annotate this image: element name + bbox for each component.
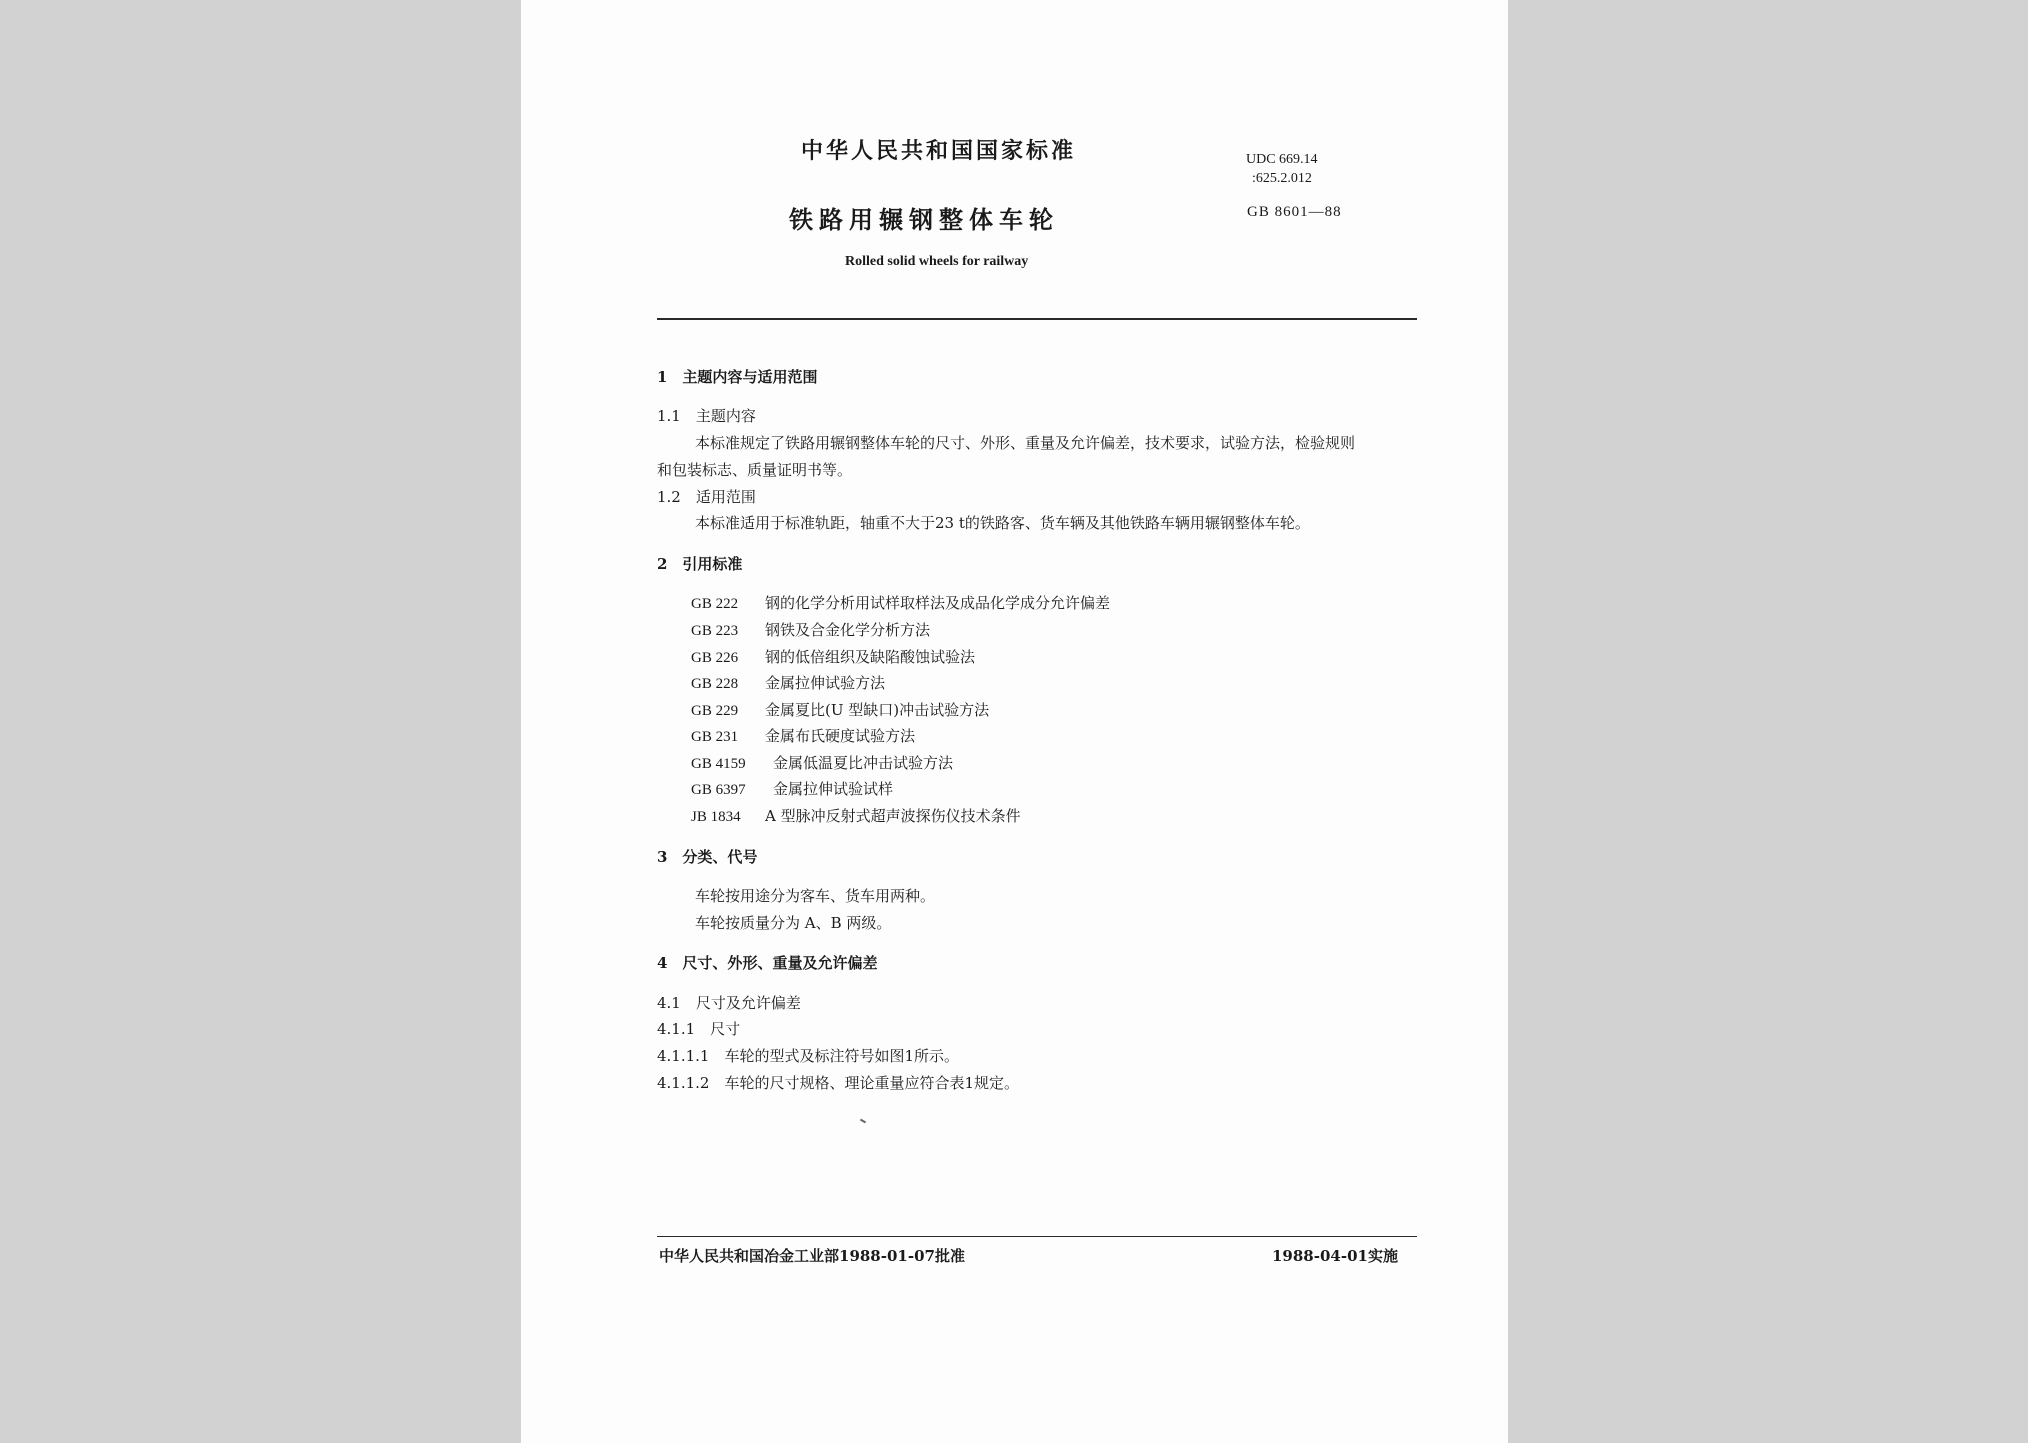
section-1-title: 1 主题内容与适用范围 <box>657 368 818 386</box>
section-1-1-text-b: 和包装标志、质量证明书等。 <box>657 461 853 479</box>
reference-name: 金属布氏硬度试验方法 <box>765 727 916 745</box>
section-1-1-title: 1.1 主题内容 <box>657 407 756 425</box>
reference-name: 金属拉伸试验试样 <box>773 780 894 798</box>
reference-item <box>691 778 893 799</box>
reference-code: GB 231 <box>691 729 739 745</box>
reference-item <box>691 805 1021 826</box>
reference-code: GB 223 <box>691 623 739 639</box>
footer-divider <box>657 1236 1417 1237</box>
reference-item <box>691 699 989 720</box>
reference-code: GB 222 <box>691 596 739 612</box>
reference-code: GB 4159 <box>691 756 746 772</box>
reference-code: JB 1834 <box>691 809 741 825</box>
reference-item <box>691 592 1110 613</box>
section-4-1-1-2: 4.1.1.2 车轮的尺寸规格、理论重量应符合表1规定。 <box>657 1074 1020 1092</box>
section-3-text-b: 车轮按质量分为 A、B 两级。 <box>695 914 892 932</box>
section-1-2-title: 1.2 适用范围 <box>657 488 756 506</box>
reference-code: GB 6397 <box>691 782 746 798</box>
reference-code: GB 228 <box>691 676 739 692</box>
implementation-date: 1988-04-01实施 <box>1272 1247 1398 1265</box>
section-3-text-a: 车轮按用途分为客车、货车用两种。 <box>695 887 936 905</box>
udc-line-1: UDC 669.14 <box>1246 152 1318 167</box>
reference-code: GB 226 <box>691 650 739 666</box>
section-4-1-1-title: 4.1.1 尺寸 <box>657 1020 741 1038</box>
section-4-1-1-1: 4.1.1.1 车轮的型式及标注符号如图1所示。 <box>657 1047 960 1065</box>
header-divider <box>657 318 1417 320</box>
reference-item <box>691 619 930 640</box>
document-title-english: Rolled solid wheels for railway <box>845 254 1029 269</box>
reference-name: 金属夏比(U 型缺口)冲击试验方法 <box>765 701 990 719</box>
reference-name: 金属低温夏比冲击试验方法 <box>773 754 954 772</box>
gb-number: GB 8601—88 <box>1247 204 1342 220</box>
reference-item <box>691 646 975 667</box>
section-4-title: 4 尺寸、外形、重量及允许偏差 <box>657 954 878 972</box>
reference-name: 金属拉伸试验方法 <box>765 674 886 692</box>
reference-item <box>691 752 953 773</box>
section-2-title: 2 引用标准 <box>657 555 743 573</box>
reference-name: 钢铁及合金化学分析方法 <box>765 621 931 639</box>
section-3-title: 3 分类、代号 <box>657 848 758 866</box>
reference-name: A 型脉冲反射式超声波探伤仪技术条件 <box>765 807 1021 825</box>
udc-classification <box>1246 150 1318 188</box>
reference-item <box>691 725 915 746</box>
reference-item <box>691 672 885 693</box>
section-1-2-text: 本标准适用于标准轨距，轴重不大于23 t的铁路客、货车辆及其他铁路车辆用辗钢整体车轮。 <box>695 514 1310 532</box>
document-title: 铁路用辗钢整体车轮 <box>789 205 1059 234</box>
scan-mark <box>860 1119 866 1124</box>
udc-line-2: :625.2.012 <box>1252 171 1312 186</box>
reference-name: 钢的低倍组织及缺陷酸蚀试验法 <box>765 648 976 666</box>
reference-code: GB 229 <box>691 703 739 719</box>
document-page <box>521 0 1508 1443</box>
section-4-1-title: 4.1 尺寸及允许偏差 <box>657 994 801 1012</box>
section-1-1-text-a: 本标准规定了铁路用辗钢整体车轮的尺寸、外形、重量及允许偏差，技术要求，试验方法，检验规则 <box>695 434 1356 452</box>
standard-header-title: 中华人民共和国国家标准 <box>801 138 1077 164</box>
reference-name: 钢的化学分析用试样取样法及成品化学成分允许偏差 <box>765 594 1111 612</box>
approval-line: 中华人民共和国冶金工业部1988-01-07批准 <box>659 1247 965 1265</box>
